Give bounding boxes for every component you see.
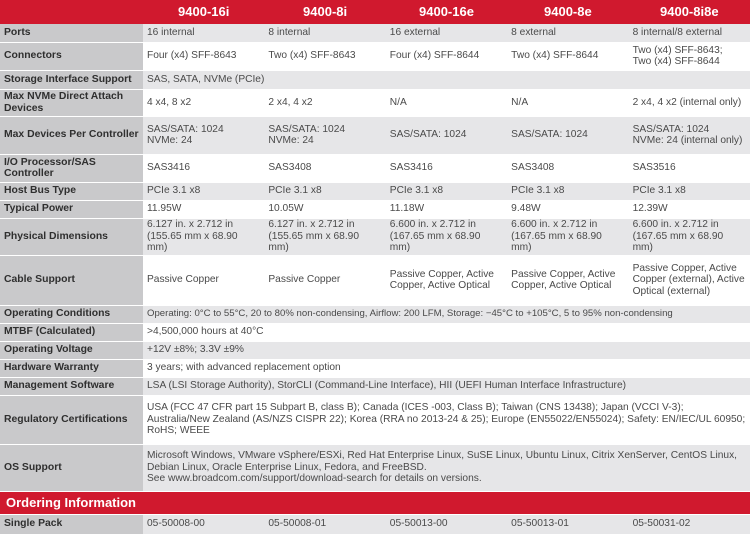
spec-row bbox=[0, 218, 750, 255]
spec-row bbox=[0, 42, 750, 70]
row-value: 11.18W bbox=[386, 200, 507, 218]
row-value: 6.600 in. x 2.712 in (167.65 mm x 68.90 mm) bbox=[629, 218, 750, 255]
row-label: Ports bbox=[0, 24, 143, 42]
row-value: 6.600 in. x 2.712 in (167.65 mm x 68.90 mm) bbox=[386, 218, 507, 255]
row-label: MTBF (Calculated) bbox=[0, 323, 143, 341]
row-value: 6.600 in. x 2.712 in (167.65 mm x 68.90 mm) bbox=[507, 218, 628, 255]
row-value: 2 x4, 4 x2 bbox=[264, 89, 385, 116]
model-header: 9400-8e bbox=[507, 0, 628, 24]
row-value: SAS3408 bbox=[507, 154, 628, 182]
row-value: Four (x4) SFF-8644 bbox=[386, 42, 507, 70]
header-blank-cell bbox=[0, 0, 143, 24]
spec-row bbox=[0, 395, 750, 444]
spec-row bbox=[0, 359, 750, 377]
row-value: Two (x4) SFF-8643 bbox=[264, 42, 385, 70]
model-header: 9400-16i bbox=[143, 0, 264, 24]
spec-row bbox=[0, 341, 750, 359]
spec-row bbox=[0, 305, 750, 323]
row-value: SAS3516 bbox=[629, 154, 750, 182]
row-label: Physical Dimensions bbox=[0, 218, 143, 255]
row-value: Two (x4) SFF-8643; Two (x4) SFF-8644 bbox=[629, 42, 750, 70]
row-value: SAS/SATA: 1024 NVMe: 24 (internal only) bbox=[629, 116, 750, 154]
row-value: SAS3416 bbox=[143, 154, 264, 182]
row-label: OS Support bbox=[0, 444, 143, 491]
row-value: SAS/SATA: 1024 NVMe: 24 bbox=[264, 116, 385, 154]
row-value-span: SAS, SATA, NVMe (PCIe) bbox=[143, 70, 750, 89]
spec-row bbox=[0, 255, 750, 305]
row-value-span: USA (FCC 47 CFR part 15 Subpart B, class B); Canada (ICES -003, Class B); Taiwan (CNS 13438); Japan (VCCI V-3); Australia/New Zealand (AS/NZS CISPR 22); Korea (RRA no 2013-24 & 25); Europe (EN55022/EN55024); Safety: EN/IEC/UL 60950; RoHS; WEEE bbox=[143, 395, 750, 444]
row-value: 12.39W bbox=[629, 200, 750, 218]
model-header: 9400-8i bbox=[264, 0, 385, 24]
row-label: Operating Conditions bbox=[0, 305, 143, 323]
row-label: Regulatory Certifications bbox=[0, 395, 143, 444]
row-value: PCIe 3.1 x8 bbox=[143, 182, 264, 200]
model-header: 9400-8i8e bbox=[629, 0, 750, 24]
spec-row bbox=[0, 323, 750, 341]
row-value: Passive Copper, Active Copper (external), Active Optical (external) bbox=[629, 255, 750, 305]
ordering-row bbox=[0, 514, 750, 534]
row-label: Single Pack bbox=[0, 514, 143, 534]
row-value: SAS/SATA: 1024 bbox=[507, 116, 628, 154]
row-value: 10.05W bbox=[264, 200, 385, 218]
row-value-span: LSA (LSI Storage Authority), StorCLI (Command-Line Interface), HII (UEFI Human Interface Infrastructure) bbox=[143, 377, 750, 395]
row-value-span: 3 years; with advanced replacement option bbox=[143, 359, 750, 377]
row-value: N/A bbox=[507, 89, 628, 116]
spec-row bbox=[0, 70, 750, 89]
row-label: I/O Processor/SAS Controller bbox=[0, 154, 143, 182]
row-value: PCIe 3.1 x8 bbox=[507, 182, 628, 200]
row-value: Four (x4) SFF-8643 bbox=[143, 42, 264, 70]
spec-row bbox=[0, 89, 750, 116]
row-label: Connectors bbox=[0, 42, 143, 70]
row-value: SAS/SATA: 1024 NVMe: 24 bbox=[143, 116, 264, 154]
spec-row bbox=[0, 377, 750, 395]
spec-row bbox=[0, 116, 750, 154]
row-value-span: Operating: 0°C to 55°C, 20 to 80% non-condensing, Airflow: 200 LFM, Storage: −45°C to +105°C, 5 to 95% non-condensing bbox=[143, 305, 750, 323]
spec-body bbox=[0, 24, 750, 534]
row-value: 16 external bbox=[386, 24, 507, 42]
row-value: PCIe 3.1 x8 bbox=[264, 182, 385, 200]
row-value: Passive Copper bbox=[143, 255, 264, 305]
row-label: Max Devices Per Controller bbox=[0, 116, 143, 154]
part-number: 05-50008-01 bbox=[264, 514, 385, 534]
model-header: 9400-16e bbox=[386, 0, 507, 24]
row-value: 6.127 in. x 2.712 in (155.65 mm x 68.90 mm) bbox=[264, 218, 385, 255]
row-label: Storage Interface Support bbox=[0, 70, 143, 89]
spec-row bbox=[0, 182, 750, 200]
row-value: 6.127 in. x 2.712 in (155.65 mm x 68.90 mm) bbox=[143, 218, 264, 255]
row-value: Two (x4) SFF-8644 bbox=[507, 42, 628, 70]
row-label: Operating Voltage bbox=[0, 341, 143, 359]
spec-row bbox=[0, 444, 750, 491]
ordering-title: Ordering Information bbox=[0, 491, 750, 514]
row-value: 11.95W bbox=[143, 200, 264, 218]
ordering-section-row bbox=[0, 491, 750, 514]
row-value: SAS3416 bbox=[386, 154, 507, 182]
row-value: 2 x4, 4 x2 (internal only) bbox=[629, 89, 750, 116]
header-row bbox=[0, 0, 750, 24]
row-label: Typical Power bbox=[0, 200, 143, 218]
row-value: Passive Copper, Active Copper, Active Optical bbox=[386, 255, 507, 305]
row-value-span: >4,500,000 hours at 40°C bbox=[143, 323, 750, 341]
spec-row bbox=[0, 24, 750, 42]
part-number: 05-50013-00 bbox=[386, 514, 507, 534]
row-value: 8 internal/8 external bbox=[629, 24, 750, 42]
row-label: Cable Support bbox=[0, 255, 143, 305]
row-value: N/A bbox=[386, 89, 507, 116]
row-value: 4 x4, 8 x2 bbox=[143, 89, 264, 116]
row-value: 8 internal bbox=[264, 24, 385, 42]
row-value: PCIe 3.1 x8 bbox=[629, 182, 750, 200]
part-number: 05-50008-00 bbox=[143, 514, 264, 534]
spec-row bbox=[0, 200, 750, 218]
row-value: SAS/SATA: 1024 bbox=[386, 116, 507, 154]
row-value: 9.48W bbox=[507, 200, 628, 218]
spec-row bbox=[0, 154, 750, 182]
row-label: Hardware Warranty bbox=[0, 359, 143, 377]
part-number: 05-50013-01 bbox=[507, 514, 628, 534]
row-value-span: Microsoft Windows, VMware vSphere/ESXi, Red Hat Enterprise Linux, SuSE Linux, Ubuntu Linux, Citrix XenServer, CentOS Linux, Debian Linux, Oracle Enterprise Linux, Fedora, and FreeBSD. See www.broadcom.com/support/download-search for details on versions. bbox=[143, 444, 750, 491]
row-value: PCIe 3.1 x8 bbox=[386, 182, 507, 200]
row-value: 16 internal bbox=[143, 24, 264, 42]
row-label: Max NVMe Direct Attach Devices bbox=[0, 89, 143, 116]
row-value-span: +12V ±8%; 3.3V ±9% bbox=[143, 341, 750, 359]
part-number: 05-50031-02 bbox=[629, 514, 750, 534]
row-value: Passive Copper bbox=[264, 255, 385, 305]
row-value: SAS3408 bbox=[264, 154, 385, 182]
row-value: 8 external bbox=[507, 24, 628, 42]
row-label: Management Software bbox=[0, 377, 143, 395]
row-label: Host Bus Type bbox=[0, 182, 143, 200]
row-value: Passive Copper, Active Copper, Active Optical bbox=[507, 255, 628, 305]
